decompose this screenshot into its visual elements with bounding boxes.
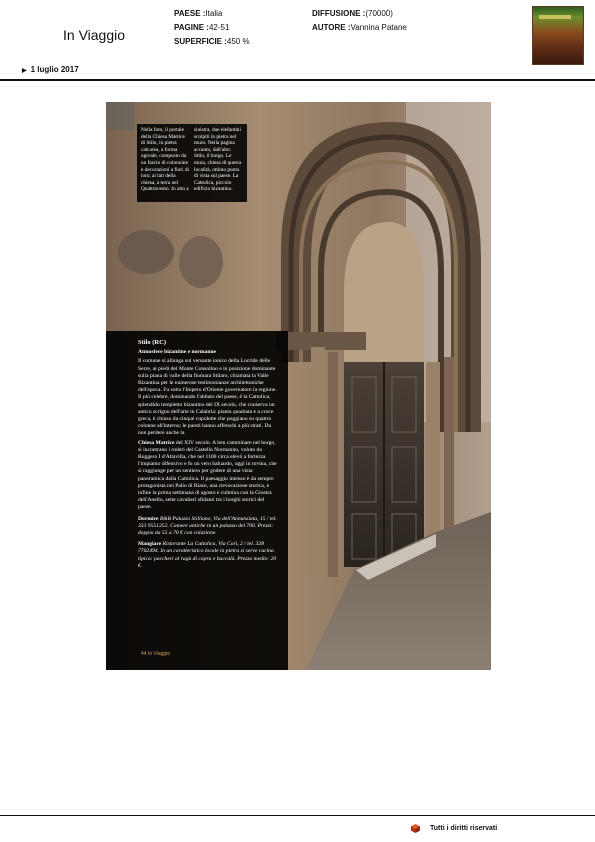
publication-title: In Viaggio bbox=[63, 27, 126, 43]
article-body-2-text: del XIV secolo. A ben camminare nel borgo, si incontrano i ruderi del Castello Normanno, voluto da Ruggero I d'Altavilla, che nel 1100 circa elevò a fortezza l'impianto difensivo e fu un vero baluardo, oggi in rovina, che si raggiunge per un sentiero per godere di una vista panoramica dalla Cattolica. Il paesaggio intenso è da sempre protagonista nei Palio di Riace, una rievocazione storica, e infine la prima settimana di agosto e culmina con la Giostra dell'Anello, sette cavalieri sfidanti tra i borghi storici del paese. bbox=[138, 439, 277, 511]
rights-cube-icon bbox=[411, 824, 420, 833]
clipping-header bbox=[0, 0, 595, 80]
meta-superficie-label: SUPERFICIE : bbox=[174, 37, 227, 46]
issue-date bbox=[22, 65, 79, 74]
issue-date-text: 1 luglio 2017 bbox=[30, 65, 79, 74]
meta-autore bbox=[312, 21, 407, 35]
meta-right-block bbox=[312, 7, 407, 35]
meta-autore-label: AUTORE : bbox=[312, 23, 351, 32]
cover-title-band bbox=[539, 15, 571, 19]
article-subhead: Atmosfere bizantine e normanne bbox=[138, 349, 217, 356]
meta-diffusione bbox=[312, 7, 407, 21]
photo-caption: Nella foto, il portale della Chiesa Matrice di Stilo, in pietra calcarea, a forma ogivale, composto da un fascio di colonnine e decorazioni a fiori di loto; ai lati della chiesa, a terra nel Quattrocento. In alto a sinistra, due elefantini scolpiti in pietra nel muro. Nella pagina accanto, dall'alto: Stilo, il borgo. Le mura, chiesa di questa località, ottimo punto di vista sul paese. La Cattolica, piccolo edificio bizantino. bbox=[137, 124, 247, 202]
info-dormire-text: B&B Palazzo Stilliano, Via dell'Annunziata, 15 / tel. 333 9551252. Camere antiche in un palazzo del 700. Prezzi: doppia da 55 a 70 € con colazione. bbox=[138, 515, 277, 537]
info-mangiare bbox=[138, 541, 278, 570]
section-title: Stilo (RC) bbox=[138, 339, 166, 346]
article-body: Il comune si allunga sul versante ionico della Locride delle Serre, ai piedi del Monte Consolino e in posizione dominante sulla piana di valle della fiumara Stilaro, chiamata la Valle Bizantina per le numerose testimonianze architettoniche dell'epoca. Fu sotto l'Impero d'Oriente governatore la regione. Il più celebre, dominando l'abitato del paese, è la Cattolica, splendido tempietto bizantino del IX secolo, che conserva un antico scrigno dell'arte in Calabria: pianta quadrata e a croce greca, è chiuso da cinque cupolette che poggiano su quattro colonne all'interno; le pareti hanno affreschi a più strati. Da non perdere anche la bbox=[138, 358, 277, 437]
meta-paese-label: PAESE : bbox=[174, 9, 206, 18]
meta-superficie-value: 450 % bbox=[226, 37, 250, 46]
meta-pagine-value: 42-51 bbox=[208, 23, 230, 32]
rights-notice: Tutti i diritti riservati bbox=[430, 825, 498, 832]
footer-rule bbox=[0, 815, 595, 816]
meta-diffusione-label: DIFFUSIONE : bbox=[312, 9, 366, 18]
info-mangiare-label: Mangiare bbox=[138, 541, 162, 548]
info-dormire-label: Dormire bbox=[138, 515, 159, 522]
bullet-arrow-icon: ▶ bbox=[22, 68, 27, 74]
meta-paese bbox=[174, 7, 250, 21]
info-mangiare-text: Ristorante La Cattolica, Via Cori, 2 / tel. 328 7702494. In un caratteristico locale in pietra si serve cucina tipica: paccheri al ragù di capra e baccalà. Prezzo medio: 20 €. bbox=[138, 541, 277, 569]
meta-pagine-label: PAGINE : bbox=[174, 23, 209, 32]
meta-autore-value: Vannina Patane bbox=[350, 23, 407, 32]
article-body-2 bbox=[138, 440, 278, 512]
meta-pagine bbox=[174, 21, 250, 35]
meta-diffusione-value: (70000) bbox=[365, 9, 393, 18]
info-dormire bbox=[138, 516, 278, 538]
magazine-cover-thumbnail bbox=[532, 6, 584, 65]
page-number: 44 In Viaggio bbox=[141, 651, 171, 657]
chiesa-matrice-label: Chiesa Matrice bbox=[138, 439, 175, 446]
meta-paese-value: Italia bbox=[205, 9, 223, 18]
header-rule bbox=[0, 79, 595, 81]
meta-left-block bbox=[174, 7, 250, 49]
article-box bbox=[106, 331, 288, 670]
meta-superficie bbox=[174, 35, 250, 49]
